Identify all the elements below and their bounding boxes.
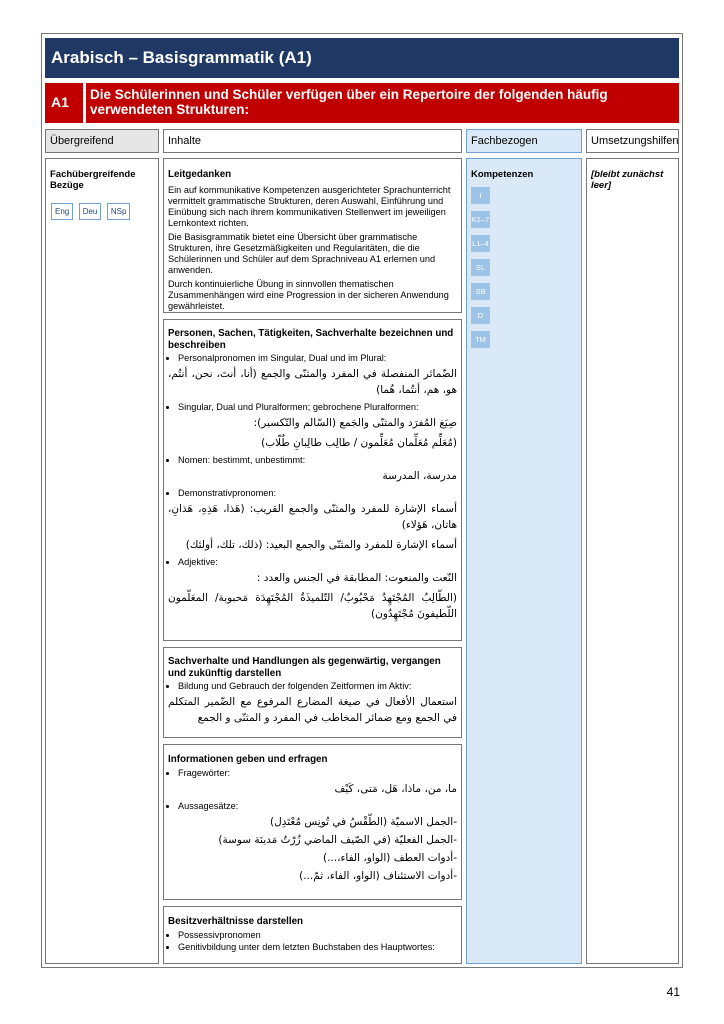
besitz-heading: Besitzverhältnisse darstellen xyxy=(168,916,304,927)
besitz-box xyxy=(163,906,462,964)
komp-i[interactable]: I xyxy=(471,187,490,204)
level-statement: Die Schülerinnen und Schüler verfügen über ein Repertoire der folgenden häufig verwendeten Strukturen: xyxy=(86,83,679,123)
leitgedanken-p1: Ein auf kommunikative Kompetenzen ausgerichteter Sprachunterricht vermittelt grammatische Strukturen, deren Auswahl, Einführung und Einübung sich nach ihrem kommunikativen Stellenwert im jeweiligen Lernkontext richten. xyxy=(168,184,451,228)
arabic-text: الضّمائر المنفصلة في المفرد والمثنّى والجمع (أنا، أنتَ، نحن، أنتُم، هو، هم، أنتُما، هُما) xyxy=(168,368,457,396)
leitgedanken-p3: Durch kontinuierliche Übung in sinnvollen thematischen Zusammenhängen wird eine Progression in der sicheren Anwendung gewährleistet. xyxy=(168,278,449,311)
level-code: A1 xyxy=(45,83,83,123)
personen-box xyxy=(163,319,462,641)
arabic-text: النّعت والمنعوت: المطابقة في الجنس والعدد : xyxy=(256,572,457,584)
kompetenzen-heading: Kompetenzen xyxy=(471,169,534,180)
besitz-list xyxy=(168,930,457,953)
arabic-text: صِيَغ المُفرَد والمثنّى والجَمع (السّالم والتّكسير): xyxy=(253,417,457,429)
personen-list xyxy=(168,353,457,622)
leitgedanken-heading: Leitgedanken xyxy=(168,169,232,180)
komp-l[interactable]: L1–4 xyxy=(471,235,490,252)
komp-k[interactable]: K1–7 xyxy=(471,211,490,228)
komp-sl[interactable]: SL xyxy=(471,259,490,276)
list-item: • Fragewörter: ما، من، ماذا، هَل، مَتى، كَيْف xyxy=(178,768,457,797)
list-item: • Nomen: bestimmt, unbestimmt: مدرسة، المدرسة xyxy=(178,455,457,484)
list-item: • Possessivpronomen xyxy=(178,930,457,941)
tag-eng[interactable]: Eng xyxy=(51,203,73,220)
col-header-umsetzung: Umsetzungshilfen xyxy=(586,129,679,153)
informationen-box xyxy=(163,744,462,900)
leitgedanken-box xyxy=(163,158,462,313)
komp-sb[interactable]: SB xyxy=(471,283,490,300)
sachverhalte-heading: Sachverhalte und Handlungen als gegenwärtig, vergangen und zukünftig darstellen xyxy=(168,656,441,679)
list-item: • Singular, Dual und Pluralformen; gebrochene Pluralformen: صِيَغ المُفرَد والمثنّى والجَمع (السّالم والتّكسير): (مُعَلِّم مُعَلِّمان مُعَلِّمون / طالِب طالِبانِ طُلّاب) xyxy=(178,402,457,451)
arabic-text: -الجمل الاسميّة (الطّقْسُ في تُونِس مُعْتَدِل) xyxy=(269,815,457,828)
list-item: • Personalpronomen im Singular, Dual und im Plural: الضّمائر المنفصلة في المفرد والمثنّى والجمع (أنا، أنتَ، نحن، أنتُم، هو، هم، أنتُما، هُما) xyxy=(178,353,457,398)
umsetzung-column xyxy=(586,158,679,964)
kompetenzen-column xyxy=(466,158,582,964)
col-header-ubergreifend: Übergreifend xyxy=(45,129,159,153)
komp-d[interactable]: D xyxy=(471,307,490,324)
col-header-inhalte: Inhalte xyxy=(163,129,462,153)
personen-heading: Personen, Sachen, Tätigkeiten, Sachverhalte bezeichnen und beschreiben xyxy=(168,328,454,351)
arabic-text: -أدوات الاستئناف (الواو، الفاء، ثمّ...) xyxy=(299,869,457,882)
arabic-text: -الجمل الفعليّة (في الصّيف الماضي زُرْتُ مَدينَة سوسة) xyxy=(218,833,457,846)
list-item: • Bildung und Gebrauch der folgenden Zeitformen im Aktiv: استعمال الأفعال في صيغة المضارع المرفوع مع الضّمير المتكلم في الجمع ومع ضمائر المخاطب في المفرد و المثنّى و الجمع xyxy=(178,681,457,726)
komp-tm[interactable]: TM xyxy=(471,331,490,348)
arabic-text: استعمال الأفعال في صيغة المضارع المرفوع مع الضّمير المتكلم في الجمع ومع ضمائر المخاطب في المفرد و المثنّى و الجمع xyxy=(168,696,457,724)
arabic-text: (مُعَلِّم مُعَلِّمان مُعَلِّمون / طالِب طالِبانِ طُلّاب) xyxy=(261,437,457,449)
list-item: • Genitivbildung unter dem letzten Buchstaben des Hauptwortes: xyxy=(178,942,457,953)
leitgedanken-p2: Die Basisgrammatik bietet eine Übersicht über grammatische Strukturen, ihre Gesetzmäßigkeiten und Regularitäten, die die Schülerinnen und Schüler auf dem Sprachniveau A1 erlernen und anwenden. xyxy=(168,231,436,275)
col-header-fachbezogen: Fachbezogen xyxy=(466,129,582,153)
sachverhalte-box xyxy=(163,647,462,738)
arabic-text: مدرسة، المدرسة xyxy=(382,470,457,482)
tag-row xyxy=(51,201,131,220)
list-item: • Demonstrativpronomen: أسماء الإشارة للمفرد والمثنّى والجمع القريب: (هَذا، هَذِهِ، هَذانِ، هاتان، هَؤلاء) أسماء الإشارة للمفرد والمثنّى والجمع البعيد: (ذلك، تلك، أولئك) xyxy=(178,488,457,553)
fachubergreifend-heading: Fachübergreifende Bezüge xyxy=(50,169,136,191)
arabic-text: أسماء الإشارة للمفرد والمثنّى والجمع البعيد: (ذلك، تلك، أولئك) xyxy=(185,539,457,551)
list-item: • Adjektive: النّعت والمنعوت: المطابقة في الجنس والعدد : (الطّالِبُ المُجْتَهِدُ مَحْبُوبٌ/ التّلميذَةُ المُجْتَهِدَة مَحبوبة/ المعَلّمون اللّطيفونَ مُجْتَهِدُون) xyxy=(178,557,457,622)
page-title: Arabisch – Basisgrammatik (A1) xyxy=(45,38,679,78)
tag-deu[interactable]: Deu xyxy=(79,203,102,220)
left-column xyxy=(45,158,159,964)
arabic-text: (الطّالِبُ المُجْتَهِدُ مَحْبُوبٌ/ التّلميذَةُ المُجْتَهِدَة مَحبوبة/ المعَلّمون اللّطيفونَ مُجْتَهِدُون) xyxy=(168,592,457,620)
tag-nsp[interactable]: NSp xyxy=(107,203,131,220)
sachverhalte-list xyxy=(168,681,457,726)
arabic-text: ما، من، ماذا، هَل، مَتى، كَيْف xyxy=(334,782,457,795)
page-number: 41 xyxy=(666,985,680,999)
umsetzung-text: [bleibt zunächst leer] xyxy=(591,169,664,191)
arabic-text: -أدوات العطف (الواو، الفاء،...) xyxy=(322,851,457,864)
informationen-list xyxy=(168,768,457,884)
arabic-text: أسماء الإشارة للمفرد والمثنّى والجمع القريب: (هَذا، هَذِهِ، هَذانِ، هاتان، هَؤلاء) xyxy=(168,503,457,531)
informationen-heading: Informationen geben und erfragen xyxy=(168,754,328,765)
list-item: • Aussagesätze: -الجمل الاسميّة (الطّقْسُ في تُونِس مُعْتَدِل) -الجمل الفعليّة (في الصّيف الماضي زُرْتُ مَدينَة سوسة) -أدوات العطف (الواو، الفاء،...) -أدوات الاستئناف (الواو، الفاء، ثمّ...) xyxy=(178,801,457,884)
